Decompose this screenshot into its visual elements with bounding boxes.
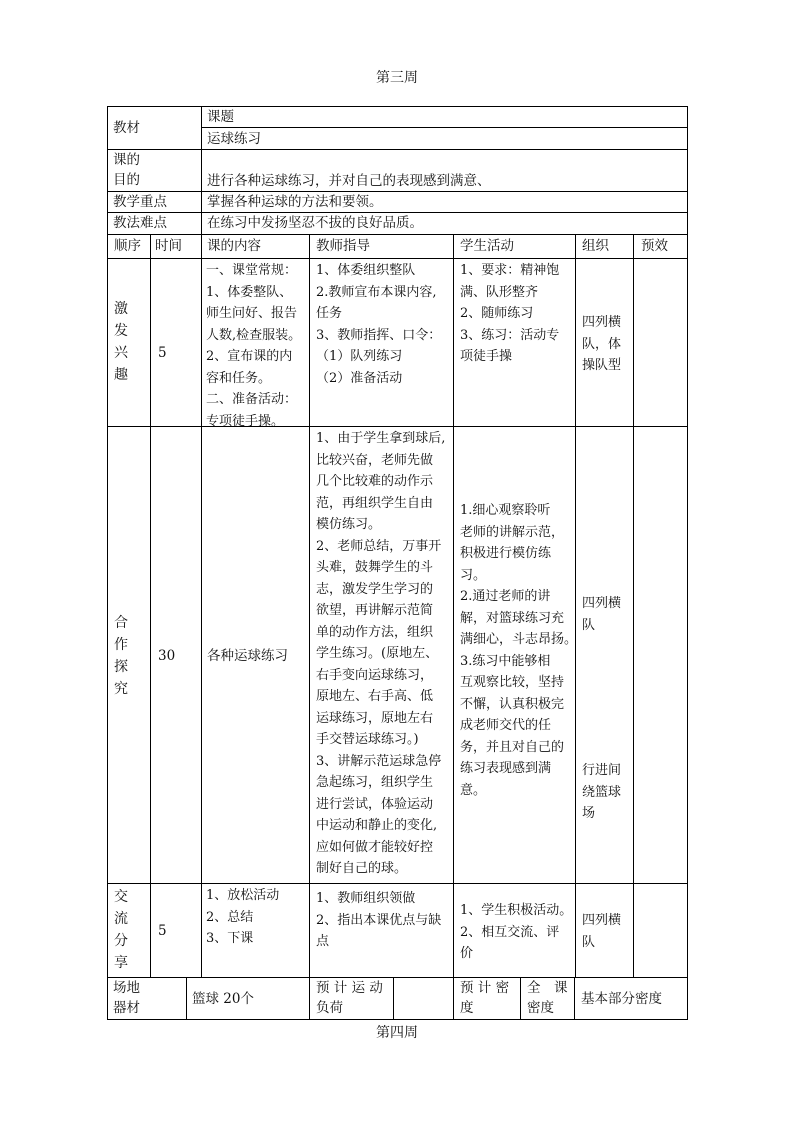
col-header-teacher: 教师指导 (316, 238, 370, 254)
phase-label: 合 作 探 究 (114, 615, 128, 697)
col-header-student: 学生活动 (460, 238, 514, 254)
col-header-time: 时间 (155, 238, 182, 254)
teacher-text: 1、教师组织领做 2、指出本课优点与缺 点 (316, 891, 442, 949)
topic-value: 运球练习 (207, 131, 261, 147)
goal-label: 课的 目的 (113, 152, 140, 188)
goal-value: 进行各种运球练习，并对自己的表现感到满意、 (207, 173, 491, 189)
full-density-label: 全 课 密度 (527, 980, 568, 1016)
student-text: 1.细心观察聆听 老师的讲解示范， 积极进行模仿练 习。 2.通过老师的讲 解，对篮球练习充 满细心，斗志昂扬。 3.练习中能够相 互观察比较，坚持 不懈，认真积极完 成老师交代的任 务，并且对自己的 练习表现感到满 意。 (460, 503, 578, 798)
time-value: 5 (158, 923, 167, 939)
col-header-effect: 预效 (641, 238, 668, 254)
venue-value: 篮球 20个 (192, 991, 254, 1007)
key-label: 教学重点 (113, 194, 167, 210)
col-header-order: 顺序 (114, 238, 141, 254)
org-text-2: 行进间 绕篮球 场 (582, 763, 622, 821)
phase-label: 交 流 分 享 (114, 889, 128, 971)
difficulty-label: 教法难点 (113, 215, 167, 231)
content-text: 一、课堂常规： 1、体委整队、 师生问好、报告 人数,检查服装。 2、宣布课的内 容和任务。 二、准备活动： 专项徒手操。 (206, 263, 302, 429)
venue-label: 场地 器材 (113, 980, 140, 1016)
content-text: 各种运球练习 (207, 648, 288, 664)
teacher-text: 1、体委组织整队 2.教师宣布本课内容, 任务 3、教师指挥、口令： （1）队列练习 （2）准备活动 (316, 263, 442, 386)
org-text: 四列横 队 (582, 913, 622, 950)
phase-label: 激 发 兴 趣 (114, 301, 128, 383)
key-value: 掌握各种运球的方法和要领。 (207, 194, 383, 210)
col-header-org: 组织 (582, 238, 609, 254)
content-text: 1、放松活动 2、总结 3、下课 (206, 888, 280, 946)
next-week-title: 第四周 (376, 1025, 418, 1041)
page-title: 第三周 (376, 70, 418, 86)
density-label: 预 计 密 度 (460, 980, 510, 1016)
difficulty-value: 在练习中发扬坚忍不拔的良好品质。 (207, 215, 423, 231)
time-value: 30 (158, 648, 176, 664)
teacher-text: 1、由于学生拿到球后, 比较兴奋，老师先做 几个比较难的动作示 范，再组织学生自由 模仿练习。 2、老师总结，万事开 头难，鼓舞学生的斗 志，激发学生学习的 欲望，再讲解示范简 单的动作方法，组织 学生练习。(原地左、 右手变向运球练习， 原地左、右手高、低 运球练习，原地左右 手交替运球练习。) 3、讲解示范运球急停 急起练习，组织学生 进行尝试，体验运动 中运动和静止的变化, 应如何做才能较好控 制好自己的球。 (316, 431, 446, 876)
material-label: 教材 (113, 120, 140, 136)
org-text: 四列横 队 (582, 596, 622, 633)
student-text: 1、学生积极活动。 2、相互交流、评 价 (460, 903, 573, 961)
time-value: 5 (158, 345, 167, 361)
student-text: 1、要求：精神饱 满、队形整齐 2、随师练习 3、练习：活动专 项徒手操 (460, 263, 560, 364)
org-text: 四列横 队，体 操队型 (582, 315, 622, 373)
topic-label: 课题 (207, 109, 234, 125)
load-label: 预 计 运 动 负荷 (316, 980, 383, 1016)
col-header-content: 课的内容 (207, 238, 261, 254)
basic-density-label: 基本部分密度 (581, 991, 662, 1007)
